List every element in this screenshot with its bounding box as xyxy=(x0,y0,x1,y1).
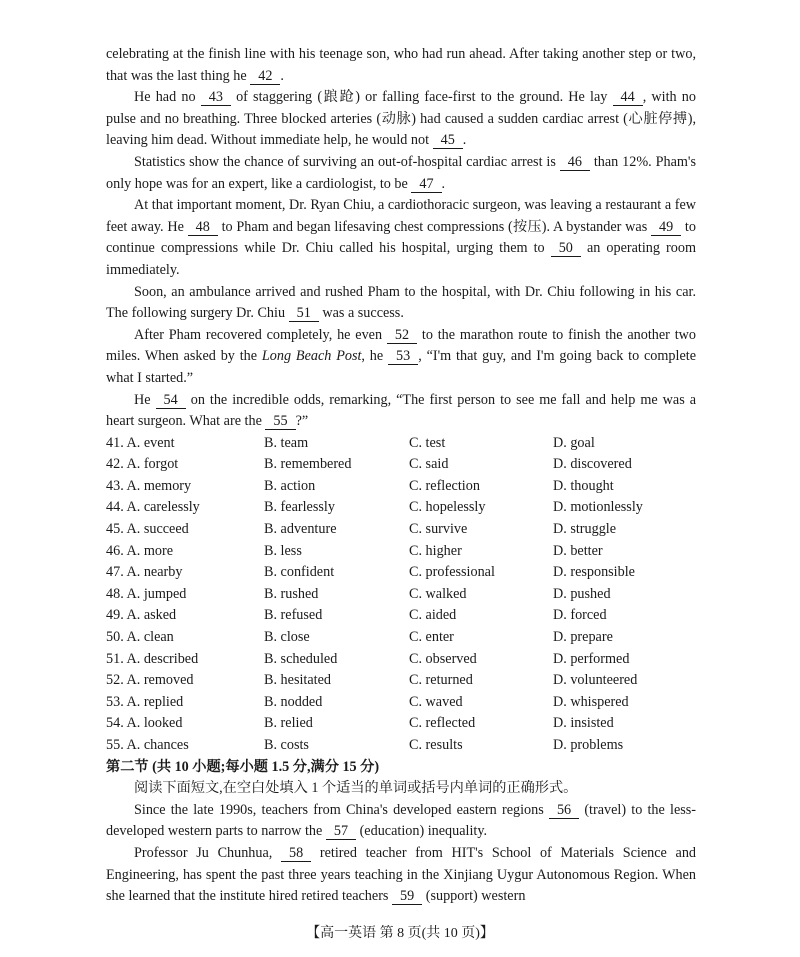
question-row xyxy=(106,670,696,692)
blank-48: 48 xyxy=(188,219,218,236)
text: (support) western xyxy=(422,888,526,905)
blank-54: 54 xyxy=(156,392,186,409)
option-a[interactable]: 43. A. memory xyxy=(106,477,192,494)
text: Statistics show the chance of surviving an out-of-hospital cardiac arrest is xyxy=(134,153,560,170)
option-d[interactable]: D. goal xyxy=(553,434,595,451)
text: He xyxy=(134,391,156,408)
option-d[interactable]: D. volunteered xyxy=(553,672,638,689)
blank-49: 49 xyxy=(651,219,681,236)
blank-43: 43 xyxy=(201,89,231,106)
question-row xyxy=(106,605,696,627)
option-a[interactable]: 46. A. more xyxy=(106,542,173,559)
option-b[interactable]: B. hesitated xyxy=(264,672,331,689)
question-row xyxy=(106,692,696,714)
option-c[interactable]: C. reflection xyxy=(409,477,480,494)
text: than 12%. Pham's only hope was for an expert, like a cardiologist, to be xyxy=(106,153,697,192)
option-d[interactable]: D. responsible xyxy=(553,564,635,581)
blank-53: 53 xyxy=(388,348,418,365)
option-a[interactable]: 55. A. chances xyxy=(106,737,189,753)
blank-58: 58 xyxy=(281,845,311,862)
option-a[interactable]: 52. A. removed xyxy=(106,672,194,689)
option-c[interactable]: C. higher xyxy=(409,542,462,559)
cloze-passage xyxy=(106,44,696,908)
text: . xyxy=(441,175,446,192)
question-row xyxy=(106,562,696,584)
blank-46: 46 xyxy=(560,154,590,171)
option-b[interactable]: B. confident xyxy=(264,564,335,581)
blank-59: 59 xyxy=(392,888,422,905)
question-row xyxy=(106,541,696,563)
section-instruction: 阅读下面短文,在空白处填入 1 个适当的单词或括号内单词的正确形式。 xyxy=(134,780,578,797)
option-b[interactable]: B. team xyxy=(264,434,309,451)
option-a[interactable]: 51. A. described xyxy=(106,650,199,667)
option-b[interactable]: B. action xyxy=(264,477,316,494)
question-row xyxy=(106,476,696,498)
paragraph xyxy=(106,325,696,390)
option-c[interactable]: C. aided xyxy=(409,607,457,624)
text: Since the late 1990s, teachers from China's developed eastern regions xyxy=(134,801,549,818)
blank-47: 47 xyxy=(411,176,441,193)
text: was a success. xyxy=(318,305,404,322)
blank-44: 44 xyxy=(613,89,643,106)
text: , with no pulse and no breathing. Three blocked arteries (动脉) had caused a sudden cardiac arrest (心脏停搏), leaving him dead. Without immediate help, he would not xyxy=(106,89,696,149)
question-row xyxy=(106,735,696,757)
option-a[interactable]: 48. A. jumped xyxy=(106,585,187,602)
option-c[interactable]: C. reflected xyxy=(409,715,476,732)
paragraph xyxy=(106,282,696,325)
text: on the incredible odds, remarking, “The first person to see me fall and help me was a heart surgeon. What are the xyxy=(106,391,697,430)
option-c[interactable]: C. walked xyxy=(409,585,467,602)
blank-56: 56 xyxy=(549,802,579,819)
text: to continue compressions while Dr. Chiu called his hospital, urging them to xyxy=(106,218,696,257)
text: an operating room immediately. xyxy=(106,240,696,278)
option-b[interactable]: B. rushed xyxy=(264,585,319,602)
paragraph xyxy=(106,390,696,433)
text: ?” xyxy=(295,413,309,430)
option-d[interactable]: D. thought xyxy=(553,477,614,494)
section-heading: 第二节 (共 10 小题;每小题 1.5 分,满分 15 分) xyxy=(106,758,380,775)
text: . xyxy=(462,132,467,149)
option-c[interactable]: C. results xyxy=(409,737,463,753)
option-d[interactable]: D. performed xyxy=(553,650,630,667)
text: to Pham and began lifesaving chest compressions (按压). A bystander was xyxy=(217,218,651,235)
option-b[interactable]: B. costs xyxy=(264,737,309,753)
blank-45: 45 xyxy=(433,132,463,149)
question-row xyxy=(106,519,696,541)
option-b[interactable]: B. nodded xyxy=(264,693,323,710)
option-c[interactable]: C. hopelessly xyxy=(409,499,486,516)
option-a[interactable]: 49. A. asked xyxy=(106,607,177,624)
option-d[interactable]: D. whispered xyxy=(553,693,629,710)
text: (education) inequality. xyxy=(356,823,488,840)
option-d[interactable]: D. insisted xyxy=(553,715,614,732)
publication-title: Long Beach Post xyxy=(261,348,362,365)
option-a[interactable]: 50. A. clean xyxy=(106,629,174,646)
option-a[interactable]: 44. A. carelessly xyxy=(106,499,200,516)
blank-52: 52 xyxy=(387,327,417,344)
option-d[interactable]: D. prepare xyxy=(553,629,613,646)
option-c[interactable]: C. enter xyxy=(409,629,454,646)
text: retired teacher from HIT's School of Materials Science and Engineering, has spent the past three years teaching in the Xinjiang Uygur Autonomous Region. When she learned that the institute hired retired teachers xyxy=(106,844,697,905)
text: Soon, an ambulance arrived and rushed Pham to the hospital, with Dr. Chiu following in his car. The following surgery Dr. Chiu xyxy=(106,283,696,322)
question-row xyxy=(106,584,696,606)
option-b[interactable]: B. less xyxy=(264,542,302,559)
option-b[interactable]: B. refused xyxy=(264,607,323,624)
option-b[interactable]: B. fearlessly xyxy=(264,499,335,516)
option-c[interactable]: C. returned xyxy=(409,672,473,689)
paragraph xyxy=(106,87,696,152)
blank-50: 50 xyxy=(551,240,581,257)
option-b[interactable]: B. adventure xyxy=(264,521,337,538)
text: celebrating at the finish line with his teenage son, who had run ahead. After taking another step or two, that was the last thing he xyxy=(106,46,696,84)
option-a[interactable]: 42. A. forgot xyxy=(106,456,179,473)
question-row xyxy=(106,433,696,455)
text: He had no xyxy=(134,89,201,106)
option-a[interactable]: 54. A. looked xyxy=(106,715,183,732)
option-c[interactable]: C. professional xyxy=(409,564,495,581)
paragraph xyxy=(106,44,696,87)
page-footer: 【高一英语 第 8 页(共 10 页)】 xyxy=(306,926,494,941)
option-d[interactable]: D. pushed xyxy=(553,585,611,602)
text: At that important moment, Dr. Ryan Chiu, a cardiothoracic surgeon, was leaving a restaurant a few feet away. He xyxy=(106,197,696,235)
question-row xyxy=(106,627,696,649)
option-a[interactable]: 47. A. nearby xyxy=(106,564,183,581)
option-a[interactable]: 53. A. replied xyxy=(106,693,184,710)
blank-57: 57 xyxy=(326,823,356,840)
option-a[interactable]: 41. A. event xyxy=(106,434,175,451)
text: , “I'm that guy, and I'm going back to complete what I started.” xyxy=(106,348,696,386)
option-c[interactable]: C. test xyxy=(409,434,446,451)
text: Professor Ju Chunhua, xyxy=(134,844,282,861)
option-b[interactable]: B. relied xyxy=(264,715,313,732)
option-c[interactable]: C. survive xyxy=(409,521,468,538)
option-d[interactable]: D. better xyxy=(553,542,603,559)
blank-51: 51 xyxy=(289,305,319,322)
option-d[interactable]: D. motionlessly xyxy=(553,499,643,516)
paragraph xyxy=(106,800,696,843)
question-row xyxy=(106,713,696,735)
question-row xyxy=(106,497,696,519)
question-row xyxy=(106,649,696,671)
text: , he xyxy=(361,348,389,365)
option-b[interactable]: B. scheduled xyxy=(264,650,338,667)
question-row xyxy=(106,454,696,476)
text: (travel) to the less-developed western parts to narrow the xyxy=(106,801,697,840)
option-d[interactable]: D. problems xyxy=(553,737,624,753)
blank-42: 42 xyxy=(250,68,280,85)
options-table xyxy=(106,433,696,757)
option-b[interactable]: B. remembered xyxy=(264,456,352,473)
option-a[interactable]: 45. A. succeed xyxy=(106,521,189,538)
option-c[interactable]: C. waved xyxy=(409,693,463,710)
paragraph xyxy=(106,152,696,195)
option-d[interactable]: D. discovered xyxy=(553,456,632,473)
option-d[interactable]: D. forced xyxy=(553,607,607,624)
paragraph xyxy=(106,195,696,281)
paragraph xyxy=(106,843,696,908)
option-b[interactable]: B. close xyxy=(264,629,310,646)
option-c[interactable]: C. observed xyxy=(409,650,477,667)
option-c[interactable]: C. said xyxy=(409,456,449,473)
text: . xyxy=(280,67,284,84)
blank-55: 55 xyxy=(265,413,295,430)
text: After Pham recovered completely, he even xyxy=(134,326,387,343)
option-d[interactable]: D. struggle xyxy=(553,521,617,538)
text: to the marathon route to finish the another two miles. When asked by the xyxy=(106,326,697,365)
text: of staggering (踉跄) or falling face-first to the ground. He lay xyxy=(230,89,613,106)
